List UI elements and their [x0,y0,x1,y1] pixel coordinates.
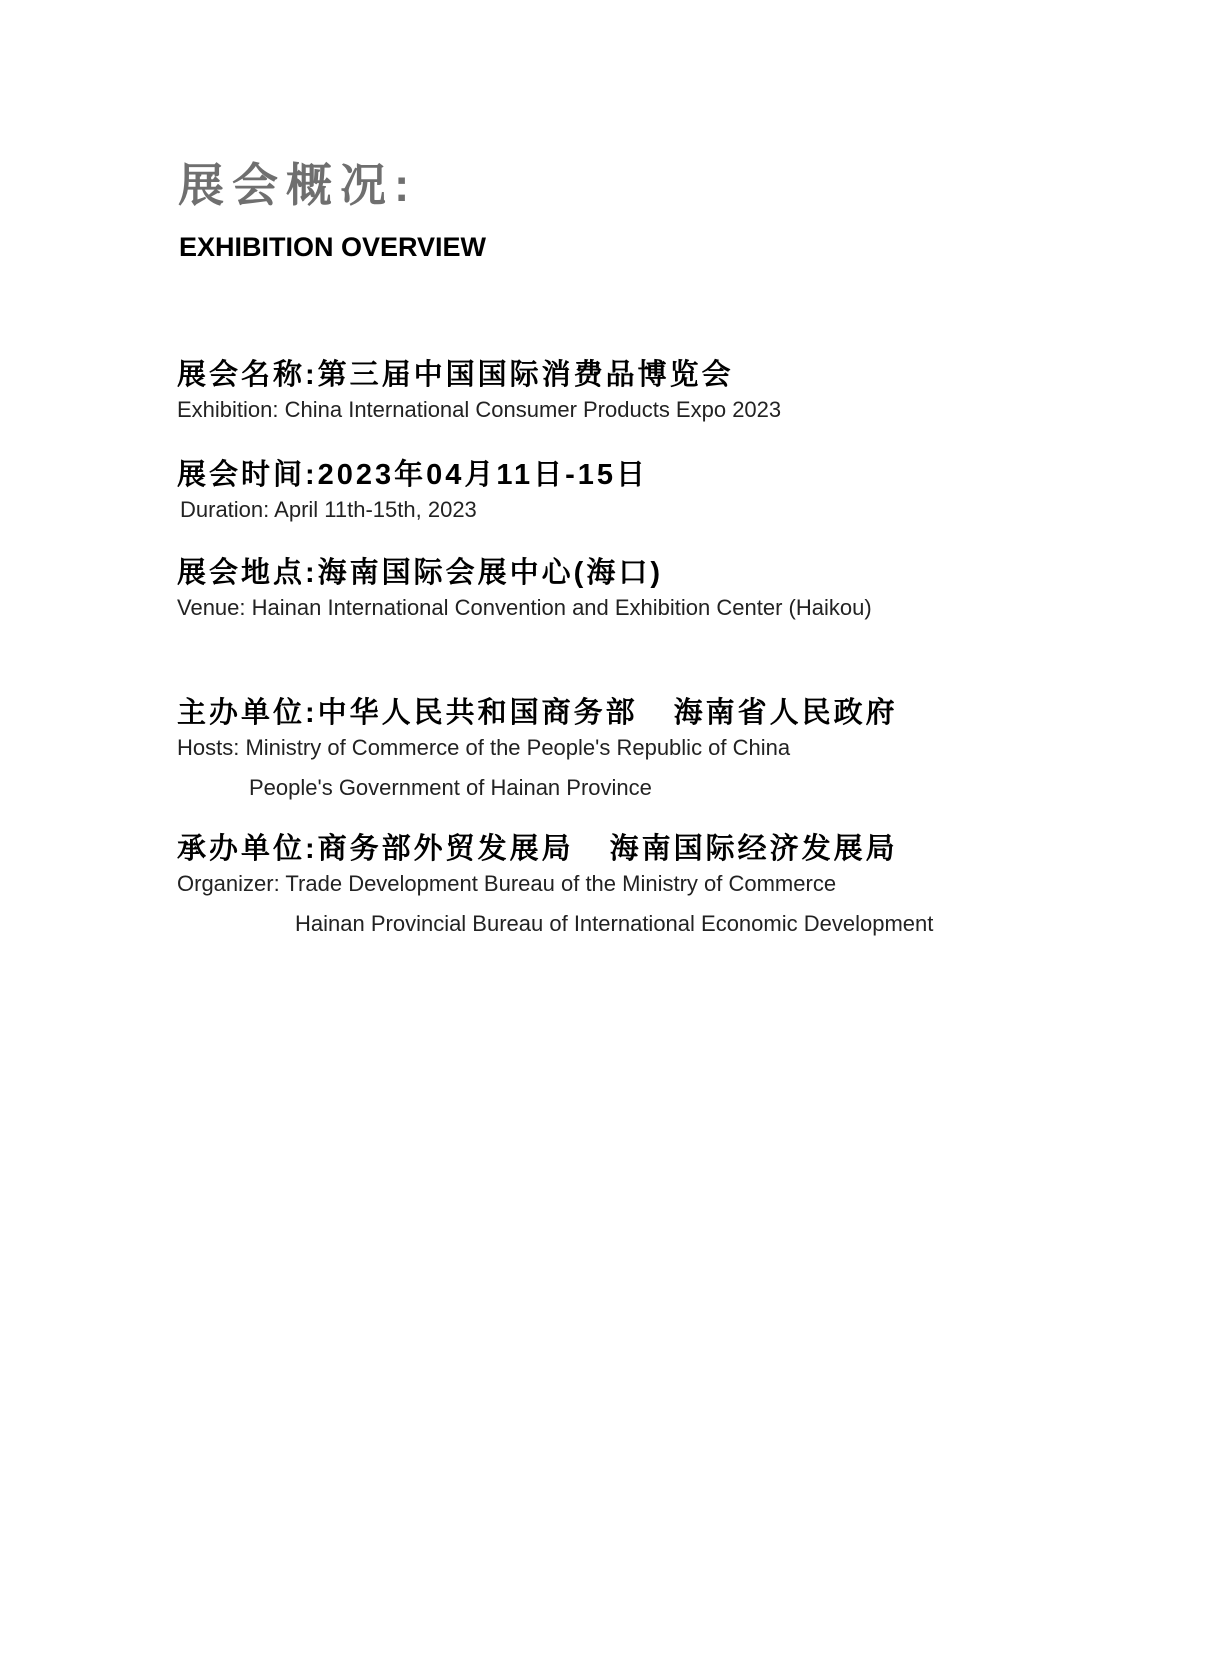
exhibition-venue-en: Venue: Hainan International Convention and Exhibition Center (Haikou) [177,594,872,620]
exhibition-name-en: Exhibition: China International Consumer Products Expo 2023 [177,396,782,422]
page-title-english: EXHIBITION OVERVIEW [179,232,487,262]
organizer-cn-secondary: 海南国际经济发展局 [609,833,898,865]
exhibition-name-cn: 展会名称:第三届中国国际消费品博览会 [177,359,734,391]
page-title-chinese: 展会概况: [178,159,418,211]
hosts-en-line2: People's Government of Hainan Province [249,775,652,801]
organizer-cn-primary: 承办单位:商务部外贸发展局 [177,833,574,865]
exhibition-time-section [177,458,648,523]
organizer-section [177,832,933,938]
hosts-section [177,696,898,802]
exhibition-time-cn: 展会时间:2023年04月11日-15日 [177,459,648,491]
exhibition-venue-section [177,556,872,621]
exhibition-venue-cn: 展会地点:海南国际会展中心(海口) [177,557,663,589]
organizer-en-line1: Organizer: Trade Development Bureau of the Ministry of Commerce [177,870,837,896]
hosts-cn [177,696,898,731]
organizer-en-line2: Hainan Provincial Bureau of International Economic Development [295,911,934,937]
hosts-en-line1: Hosts: Ministry of Commerce of the People's Republic of China [177,734,791,760]
organizer-cn [177,832,933,867]
hosts-cn-secondary: 海南省人民政府 [673,697,898,729]
exhibition-time-en: Duration: April 11th-15th, 2023 [180,496,477,522]
exhibition-name-section [177,358,781,423]
hosts-cn-primary: 主办单位:中华人民共和国商务部 [177,697,638,729]
